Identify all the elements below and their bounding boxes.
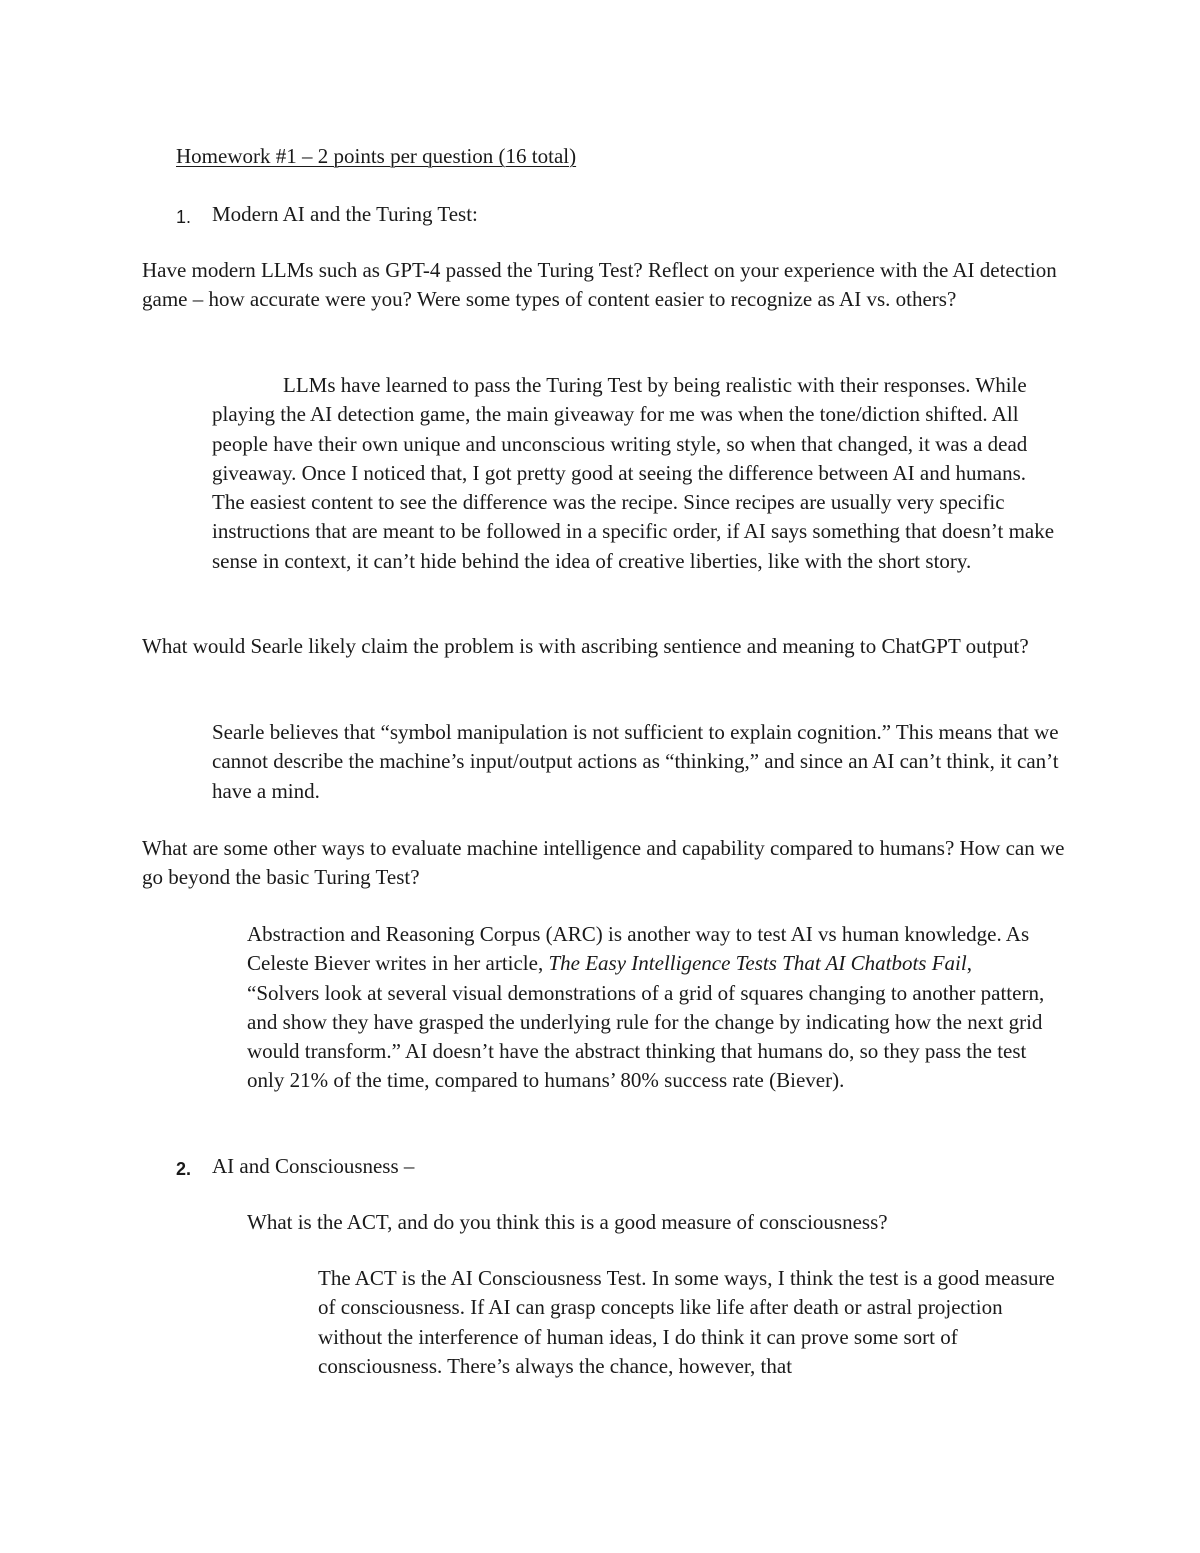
section-1-number: 1. — [176, 207, 192, 227]
question-1c: What are some other ways to evaluate machine intelligence and capability compared to humans? How can we go beyond the basic Turing Test? — [142, 836, 1065, 890]
answer-1a: LLMs have learned to pass the Turing Test by being realistic with their responses. While playing the AI detection game, the main giveaway for me was when the tone/diction shifted. All people have their own unique and unconscious writing style, so when that changed, it was a dead giveaway. Once I noticed that, I got pretty good at seeing the difference between AI and humans. The easiest content to see the difference was the recipe. Since recipes are usually very specific instructions that are meant to be followed in a specific order, if AI says something that doesn’t make sense in context, it can’t hide behind the idea of creative liberties, like with the short story. — [212, 373, 1055, 573]
section-2-number: 2. — [176, 1159, 192, 1179]
answer-1c-part2: , “Solvers look at several visual demonstrations of a grid of squares changing to another pattern, and show they have grasped the underlying rule for the change by indicating how the next grid would transform.” AI doesn’t have the abstract thinking that humans do, so they pass the test only 21% of the time, compared to humans’ 80% success rate (Biever). — [247, 951, 1045, 1093]
answer-1c — [247, 920, 1047, 1096]
answer-1b: Searle believes that “symbol manipulation is not sufficient to explain cognition.” This means that we cannot describe the machine’s input/output actions as “thinking,” and since an AI can’t think, it can’t have a mind. — [212, 720, 1059, 803]
question-1a: Have modern LLMs such as GPT-4 passed the Turing Test? Reflect on your experience with the AI detection game – how accurate were you? Were some types of content easier to recognize as AI vs. others? — [142, 258, 1057, 312]
answer-1c-part1: Abstraction and Reasoning Corpus (ARC) is another way to test AI vs human knowledge. As Celeste Biever writes in her article, — [247, 922, 1030, 976]
question-1b: What would Searle likely claim the problem is with ascribing sentience and meaning to ChatGPT output? — [142, 634, 1029, 658]
homework-title: Homework #1 – 2 points per question (16 total) — [176, 144, 577, 168]
answer-2a: The ACT is the AI Consciousness Test. In some ways, I think the test is a good measure of consciousness. If AI can grasp concepts like life after death or astral projection without the interference of human ideas, I do think it can prove some sort of consciousness. There’s always the chance, however, that — [318, 1266, 1055, 1378]
question-2a: What is the ACT, and do you think this is a good measure of consciousness? — [247, 1210, 888, 1234]
section-2-heading: AI and Consciousness – — [212, 1154, 415, 1178]
article-title: The Easy Intelligence Tests That AI Chatbots Fail — [548, 951, 967, 976]
section-1-heading: Modern AI and the Turing Test: — [212, 202, 478, 226]
